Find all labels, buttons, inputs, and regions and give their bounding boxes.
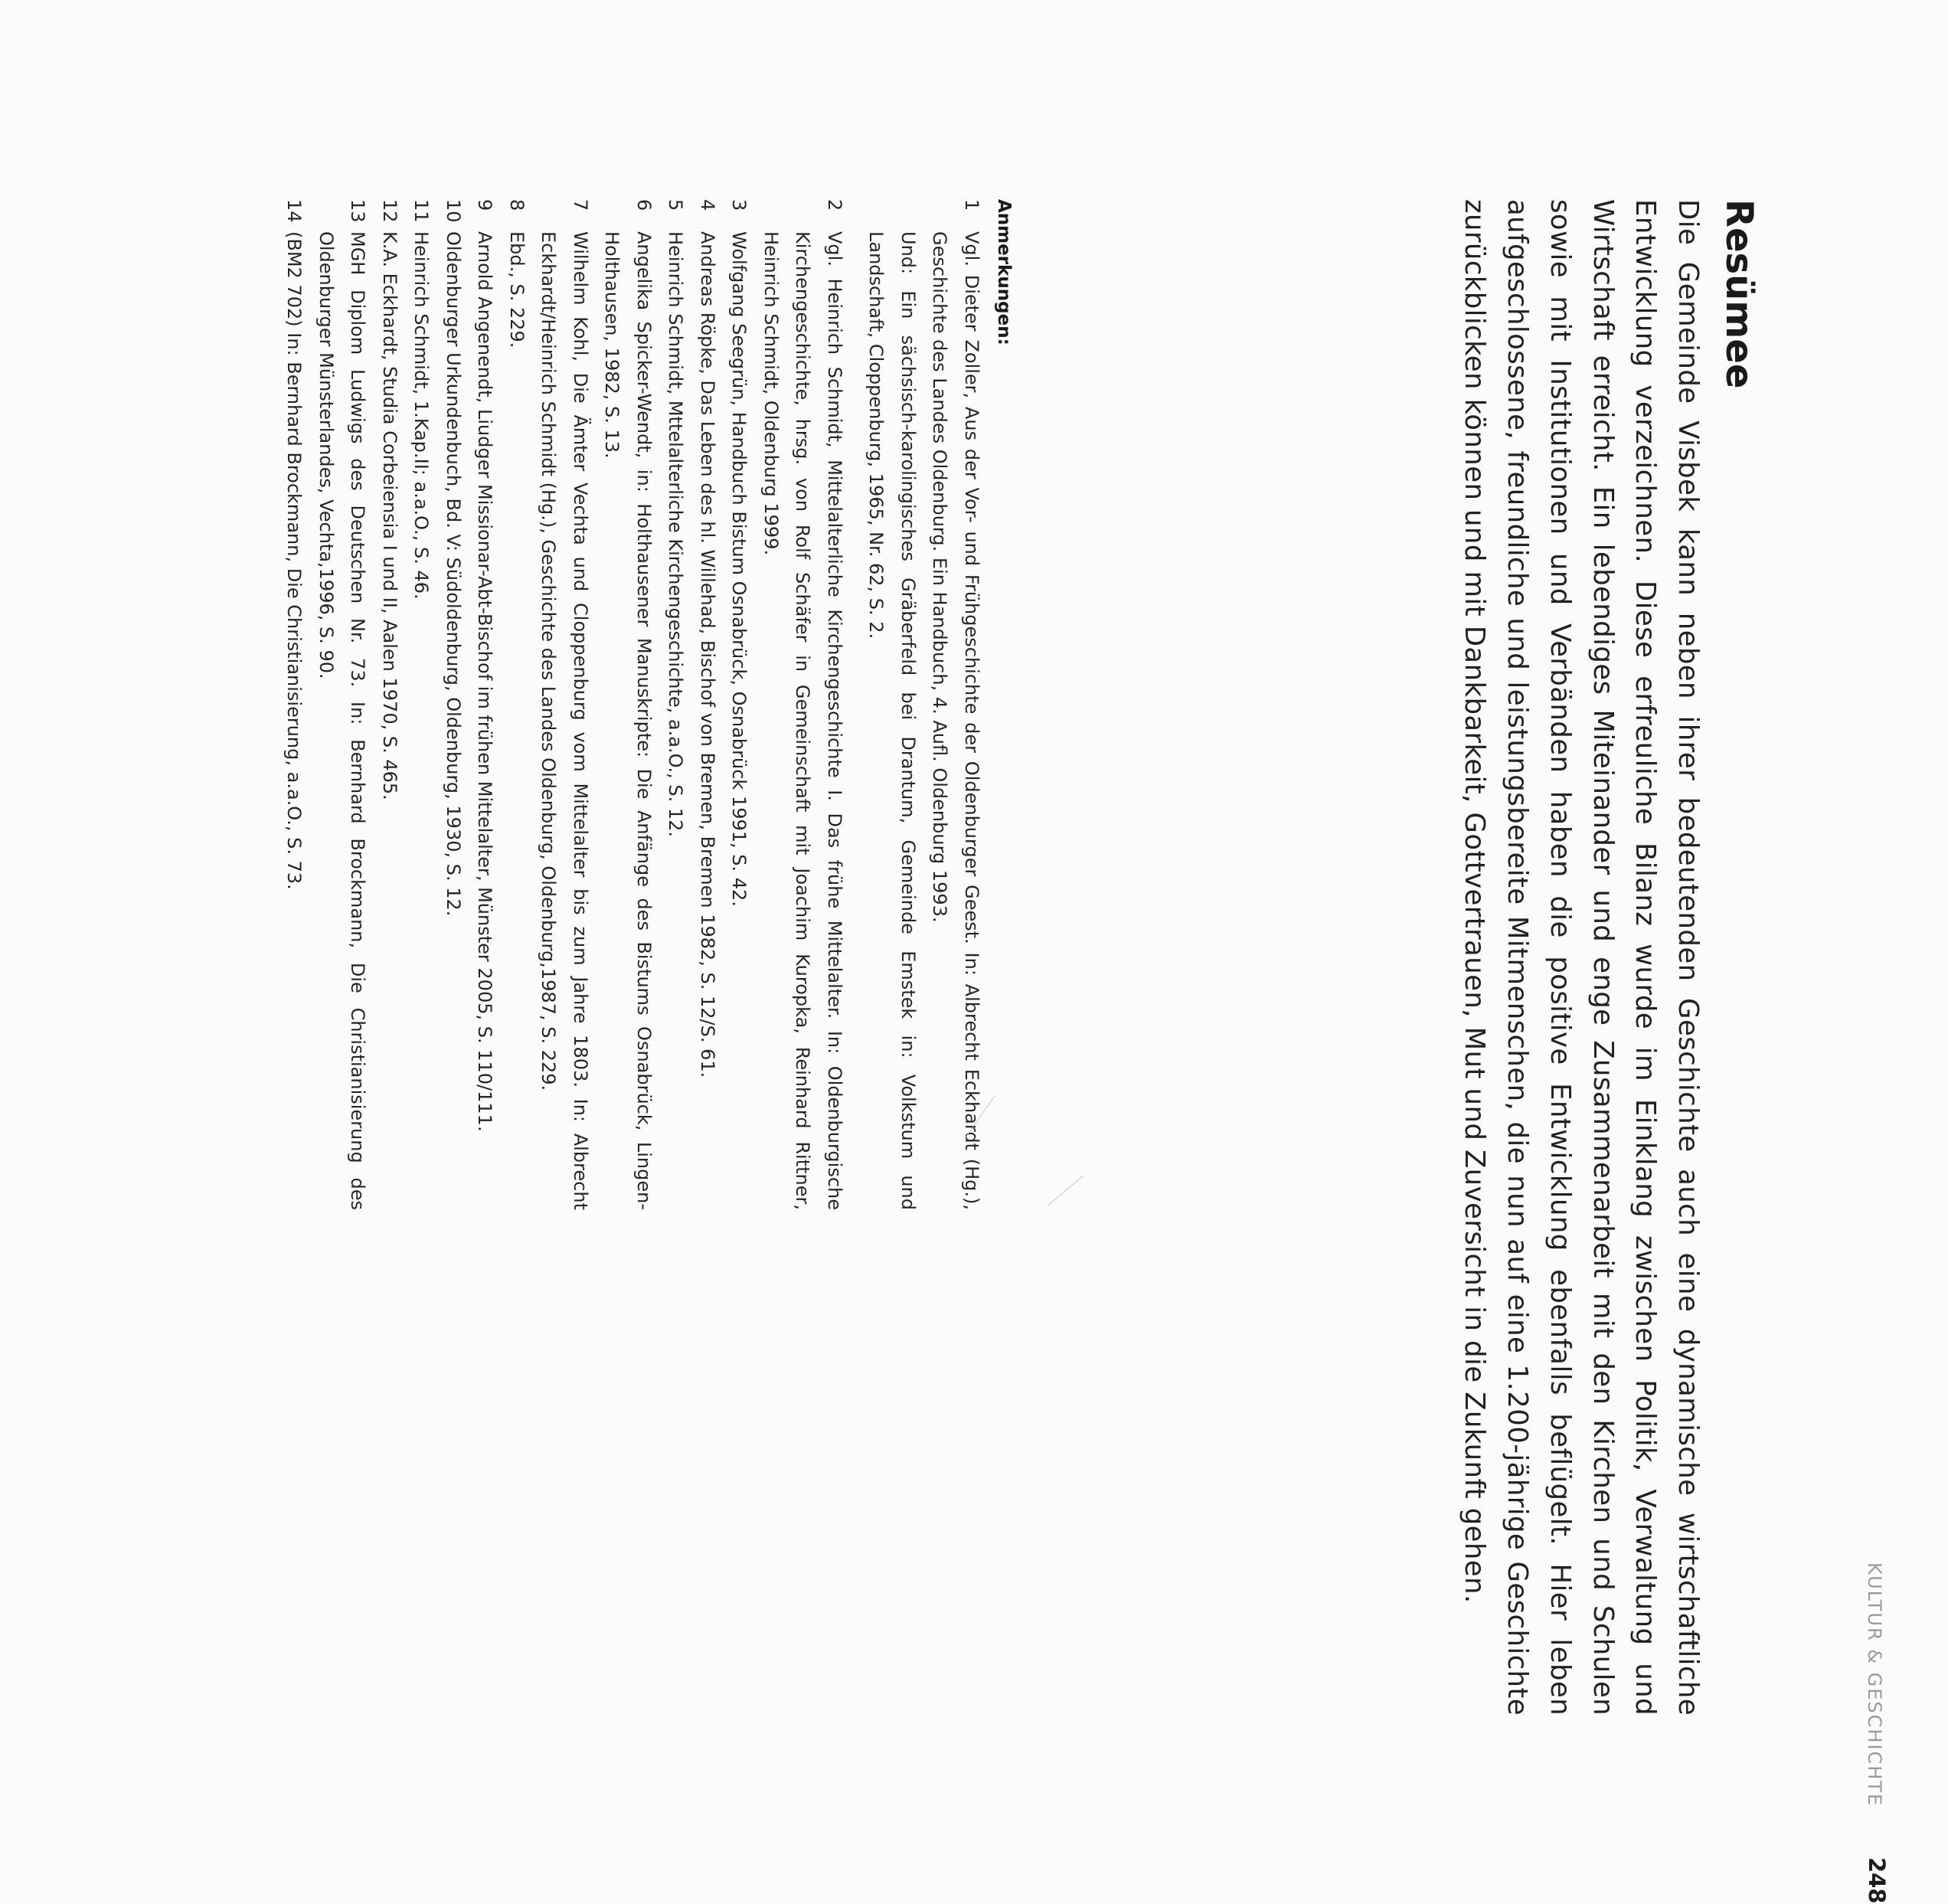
footnote-item	[860, 199, 923, 1210]
footnote-number: 7	[570, 199, 591, 211]
section-body-text: Die Gemeinde Visbek kann neben ihrer bedeutenden Geschichte auch eine dynamische wirtschaftliche Entwicklung verzeichnen. Diese erfreuliche Bilanz wurde im Einklang zwischen Politik, Verwaltung und Wirtschaft erreicht. Ein lebendiges Miteinander und enge Zusammenarbeit mit den Kirchen und Schulen sowie mit Institutionen und Verbänden haben die positive Entwicklung ebenfalls beflügelt. Hier leben aufgeschlossene, freundliche und leistungsbereite Mitmenschen, die nun auf eine 1.200-jährige Geschichte zurückblicken können und mit Dankbarkeit, Gottvertrauen, Mut und Zuversicht in die Zukunft gehen.	[1459, 199, 1704, 1716]
footnote-item	[723, 199, 755, 1210]
footnote-number: 2	[824, 199, 845, 211]
footnote-item	[501, 199, 533, 1210]
footnote-text: K.A. Eckhardt, Studia Corbeiensia I und II, Aalen 1970, S. 465.	[379, 231, 400, 800]
footnote-item	[691, 199, 724, 1210]
scan-artifact-line	[1048, 1176, 1083, 1206]
footnote-number: 6	[633, 199, 655, 211]
footnote-number: 9	[474, 199, 496, 211]
footnote-item	[437, 199, 469, 1210]
footnotes-list	[278, 199, 987, 1210]
footnote-number: 1	[961, 199, 982, 211]
footnote-text: Heinrich Schmidt, 1.Kap.II; a.a.O., S. 46.	[410, 231, 433, 600]
footnote-text: Oldenburger Urkundenbuch, Bd. V: Südoldenburg, Oldenburg, 1930, S. 12.	[443, 231, 464, 917]
footnote-text: Angelika Spicker-Wendt, in: Holthausener Manuskripte: Die Anfänge des Bistums Osnabrück, Lingen-Holthausen, 1982, S. 13.	[601, 231, 655, 1210]
footnote-text: Vgl. Heinrich Schmidt, Mittelalterliche Kirchengeschichte I. Das frühe Mittelalter. In: Oldenburgische Kirchengeschichte, hrsg. von Rolf Schäfer in Gemeinschaft mit Joachim Kuropka, Reinhard Rittner, Heinrich Schmidt, Oldenburg 1999.	[760, 231, 845, 1210]
footnote-text: Arnold Angenendt, Liudger Missionar-Abt-Bischof im frühen Mittelalter, Münster 2005, S. 110/111.	[474, 231, 496, 1132]
footnote-text: (BM2 702) In: Bernhard Brockmann, Die Christianisierung, a.a.O., S. 73.	[283, 231, 306, 890]
footnote-item	[659, 199, 691, 1210]
section-title: Resümee	[1718, 199, 1760, 389]
footnote-text: Heinrich Schmidt, Mttelalterliche Kirchengeschichte, a.a.O., S. 12.	[665, 231, 687, 838]
footnote-text: Andreas Röpke, Das Leben des hl. Willehad, Bischof von Bremen, Bremen 1982, S. 12/S. 61.	[697, 231, 718, 1078]
footnote-item	[469, 199, 501, 1210]
footnote-number: 11	[410, 199, 433, 223]
footnote-item	[405, 199, 437, 1210]
footnote-text: Und: Ein sächsisch-karolingisches Gräberfeld bei Drantum, Gemeinde Emstek in: Volkstum und Landschaft, Cloppenburg, 1965, Nr. 62, S. 2.	[865, 231, 919, 1210]
page-number: 248	[1864, 1857, 1890, 1904]
footnote-text: Wolfgang Seegrün, Handbuch Bistum Osnabrück, Osnabrück 1991, S. 42.	[728, 231, 750, 907]
footnote-number: 14	[283, 199, 306, 223]
section-header-label: KULTUR & GESCHICHTE	[1864, 1562, 1885, 1807]
footnote-number: 12	[379, 199, 400, 223]
footnote-number: 13	[347, 199, 369, 223]
footnote-number: 10	[443, 199, 464, 223]
footnote-text: Ebd., S. 229.	[506, 231, 528, 348]
footnote-item	[532, 199, 596, 1210]
footnote-item	[923, 199, 987, 1210]
footnote-number: 8	[506, 199, 528, 211]
footnotes-heading: Anmerkungen:	[994, 199, 1014, 345]
footnote-text: Vgl. Dieter Zoller, Aus der Vor- und Frühgeschichte der Oldenburger Geest. In: Albrecht Eckhardt (Hg.), Geschichte des Landes Oldenburg. Ein Handbuch, 4. Aufl. Oldenburg 1993.	[929, 231, 982, 1210]
footnote-number: 4	[697, 199, 718, 211]
footnote-text: MGH Diplom Ludwigs des Deutschen Nr. 73. In: Bernhard Brockmann, Die Christianisierung des Oldenburger Münsterlandes, Vechta,1996, S. 90.	[315, 231, 369, 1210]
footnote-item	[755, 199, 851, 1210]
footnote-item	[310, 199, 374, 1210]
footnote-number: 5	[665, 199, 687, 211]
footnote-item	[278, 199, 310, 1210]
footnote-text: Wilhelm Kohl, Die Ämter Vechta und Cloppenburg vom Mittelalter bis zum Jahre 1803. In: Albrecht Eckhardt/Heinrich Schmidt (Hg.), Geschichte des Landes Oldenburg, Oldenburg,1987, S. 229.	[538, 231, 591, 1210]
footnote-number: 3	[728, 199, 750, 211]
footnote-item	[374, 199, 406, 1210]
footnote-item	[596, 199, 659, 1210]
